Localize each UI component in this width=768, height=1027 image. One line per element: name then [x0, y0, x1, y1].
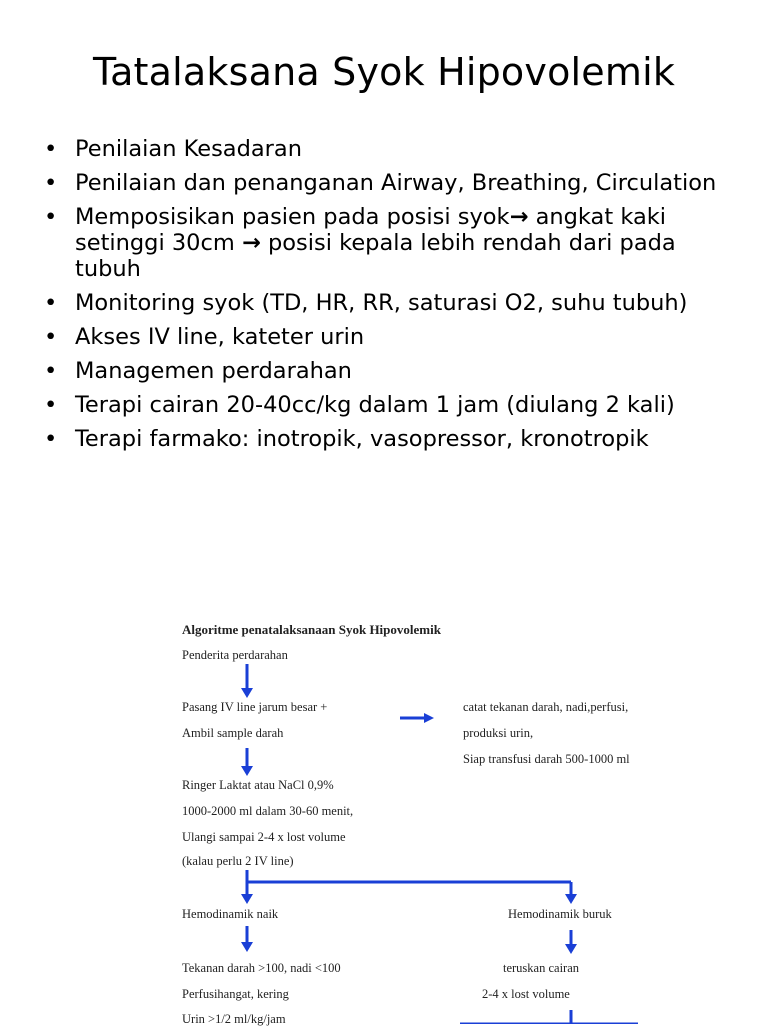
branch-label: Hemodinamik buruk [508, 907, 612, 921]
side-note-text: catat tekanan darah, nadi,perfusi, [463, 700, 629, 714]
bullet-item [44, 136, 744, 162]
bullet-dot: • [44, 324, 58, 350]
step-text: teruskan cairan [503, 961, 580, 975]
bullet-item [44, 358, 744, 384]
bullet-item [44, 290, 744, 316]
side-note-text: Siap transfusi darah 500-1000 ml [463, 752, 630, 766]
bullet-dot: • [44, 136, 58, 162]
bullet-text: Akses IV line, kateter urin [75, 324, 365, 350]
bullet-text: Terapi farmako: inotropik, vasopressor, kronotropik [75, 426, 649, 452]
step-text: 2-4 x lost volume [482, 987, 570, 1001]
bullet-text: angkat kaki setinggi 30cm [75, 204, 667, 256]
step-text: 1000-2000 ml dalam 30-60 menit, [182, 804, 354, 818]
side-note-text: produksi urin, [463, 726, 534, 740]
slide-title: Tatalaksana Syok Hipovolemik [92, 50, 676, 94]
down-arrow-icon [241, 664, 253, 698]
right-arrow-icon: → [509, 204, 529, 230]
bullet-dot: • [44, 204, 58, 230]
right-arrow-icon: → [241, 230, 261, 256]
bullet-list [44, 136, 744, 460]
bullet-item [44, 170, 744, 196]
bullet-dot: • [44, 358, 58, 384]
bullet-dot: • [44, 426, 58, 452]
step-text: Penderita perdarahan [182, 648, 288, 662]
down-arrow-icon [241, 926, 253, 952]
bottom-connector [460, 1010, 638, 1024]
branch-connector [241, 870, 577, 904]
bullet-text: Memposisikan pasien pada posisi syok [75, 204, 510, 230]
bullet-text: Monitoring syok (TD, HR, RR, saturasi O2, suhu tubuh) [75, 290, 688, 316]
step-text: Tekanan darah >100, nadi <100 [182, 961, 341, 975]
algorithm-figure [160, 612, 660, 1024]
bullet-text: Terapi cairan 20-40cc/kg dalam 1 jam (diulang 2 kali) [75, 392, 675, 418]
step-text: Perfusihangat, kering [182, 987, 289, 1001]
bullet-text: Managemen perdarahan [75, 358, 352, 384]
step-text: Ulangi sampai 2-4 x lost volume [182, 830, 346, 844]
step-text: Urin >1/2 ml/kg/jam [182, 1012, 286, 1026]
down-arrow-icon [241, 748, 253, 776]
step-text: (kalau perlu 2 IV line) [182, 854, 294, 868]
branch-label: Hemodinamik naik [182, 907, 279, 921]
bullet-item [44, 392, 744, 418]
bullet-dot: • [44, 392, 58, 418]
bullet-dot: • [44, 170, 58, 196]
bullet-text: posisi kepala lebih rendah dari pada tubuh [75, 230, 676, 282]
bullet-dot: • [44, 290, 58, 316]
bullet-item [44, 324, 744, 350]
down-arrow-icon [565, 930, 577, 954]
bullet-text: Penilaian dan penanganan Airway, Breathing, Circulation [75, 170, 717, 196]
bullet-item [44, 204, 744, 282]
step-text: Ambil sample darah [182, 726, 284, 740]
step-text: Pasang IV line jarum besar + [182, 700, 328, 714]
bullet-text: Penilaian Kesadaran [75, 136, 302, 162]
step-text: Ringer Laktat atau NaCl 0,9% [182, 778, 334, 792]
algorithm-title: Algoritme penatalaksanaan Syok Hipovolemik [182, 622, 441, 637]
bullet-item [44, 426, 744, 452]
right-arrow-icon [400, 713, 434, 723]
